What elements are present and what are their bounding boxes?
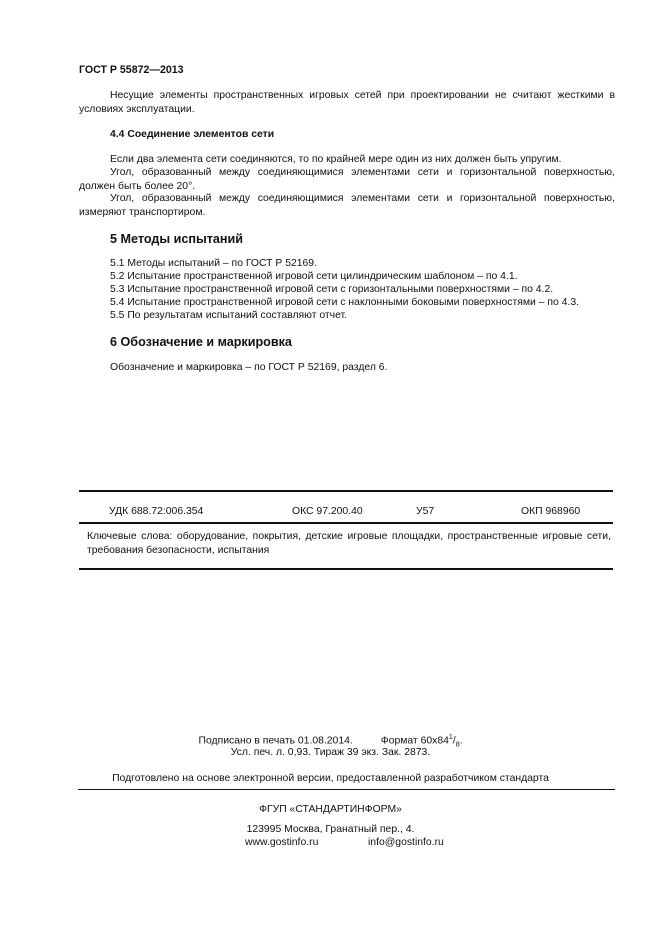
section-5-item-2: 5.2 Испытание пространственной игровой сети цилиндрическим шаблоном – по 4.1. [110, 271, 518, 282]
classification-middle-rule [79, 522, 613, 524]
format-label: Формат 60x84 [380, 735, 449, 747]
section-4-4-paragraph-2: Угол, образованный между соединяющимися элементами сети и горизонтальной поверхностью, должен быть более 20°. [79, 167, 615, 192]
document-number: ГОСТ Р 55872—2013 [79, 64, 184, 76]
oks-code: ОКС 97.200.40 [292, 506, 363, 517]
section-6-title: 6 Обозначение и маркировка [110, 335, 292, 349]
publisher-name: ФГУП «СТАНДАРТИНФОРМ» [259, 804, 402, 815]
publisher-email[interactable]: info@gostinfo.ru [368, 837, 444, 848]
format-numerator: 1 [448, 734, 453, 741]
imprint-signed-line: Подписано в печать 01.08.2014. Формат $60x84^1/_8$. [198, 734, 463, 749]
classification-top-rule [79, 490, 613, 492]
section-5-item-1: 5.1 Методы испытаний – по ГОСТ Р 52169. [110, 258, 317, 269]
format-denominator: 8 [455, 741, 460, 749]
prepared-note: Подготовлено на основе электронной версии, предоставленной разработчиком стандарта [112, 773, 549, 784]
print-details: Усл. печ. л. 0,93. Тираж 39 экз. Зак. 2873. [230, 747, 431, 758]
section-4-4-paragraph-1: Если два элемента сети соединяются, то по крайней мере один из них должен быть упругим. [110, 154, 562, 165]
publisher-website[interactable]: www.gostinfo.ru [245, 837, 319, 848]
section-6-text: Обозначение и маркировка – по ГОСТ Р 52169, раздел 6. [110, 362, 388, 373]
signed-date: Подписано в печать 01.08.2014. [198, 735, 353, 747]
imprint-rule [78, 789, 615, 790]
classification-bottom-rule [79, 568, 613, 570]
u-code: У57 [416, 506, 435, 517]
udk-code: УДК 688.72:006.354 [109, 506, 204, 517]
intro-paragraph: Несущие элементы пространственных игровых сетей при проектировании не считают жесткими в условиях эксплуатации. [79, 90, 615, 115]
section-4-4-paragraph-3: Угол, образованный между соединяющимися элементами сети и горизонтальной поверхностью, измеряют транспортиром. [79, 193, 615, 218]
section-4-4-title: 4.4 Соединение элементов сети [110, 129, 275, 140]
format-end: . [459, 735, 463, 747]
keywords: Ключевые слова: оборудование, покрытия, детские игровые площадки, пространственные игровые сети, требования безопасности, испытания [87, 531, 611, 556]
okp-code: ОКП 968960 [521, 506, 581, 517]
section-5-title: 5 Методы испытаний [110, 232, 243, 246]
section-5-item-3: 5.3 Испытание пространственной игровой сети с горизонтальными поверхностями – по 4.2. [110, 284, 554, 295]
publisher-address: 123995 Москва, Гранатный пер., 4. [246, 824, 415, 835]
section-5-item-4: 5.4 Испытание пространственной игровой сети с наклонными боковыми поверхностями – по 4.3. [110, 297, 579, 308]
section-5-item-5: 5.5 По результатам испытаний составляют отчет. [110, 310, 348, 321]
